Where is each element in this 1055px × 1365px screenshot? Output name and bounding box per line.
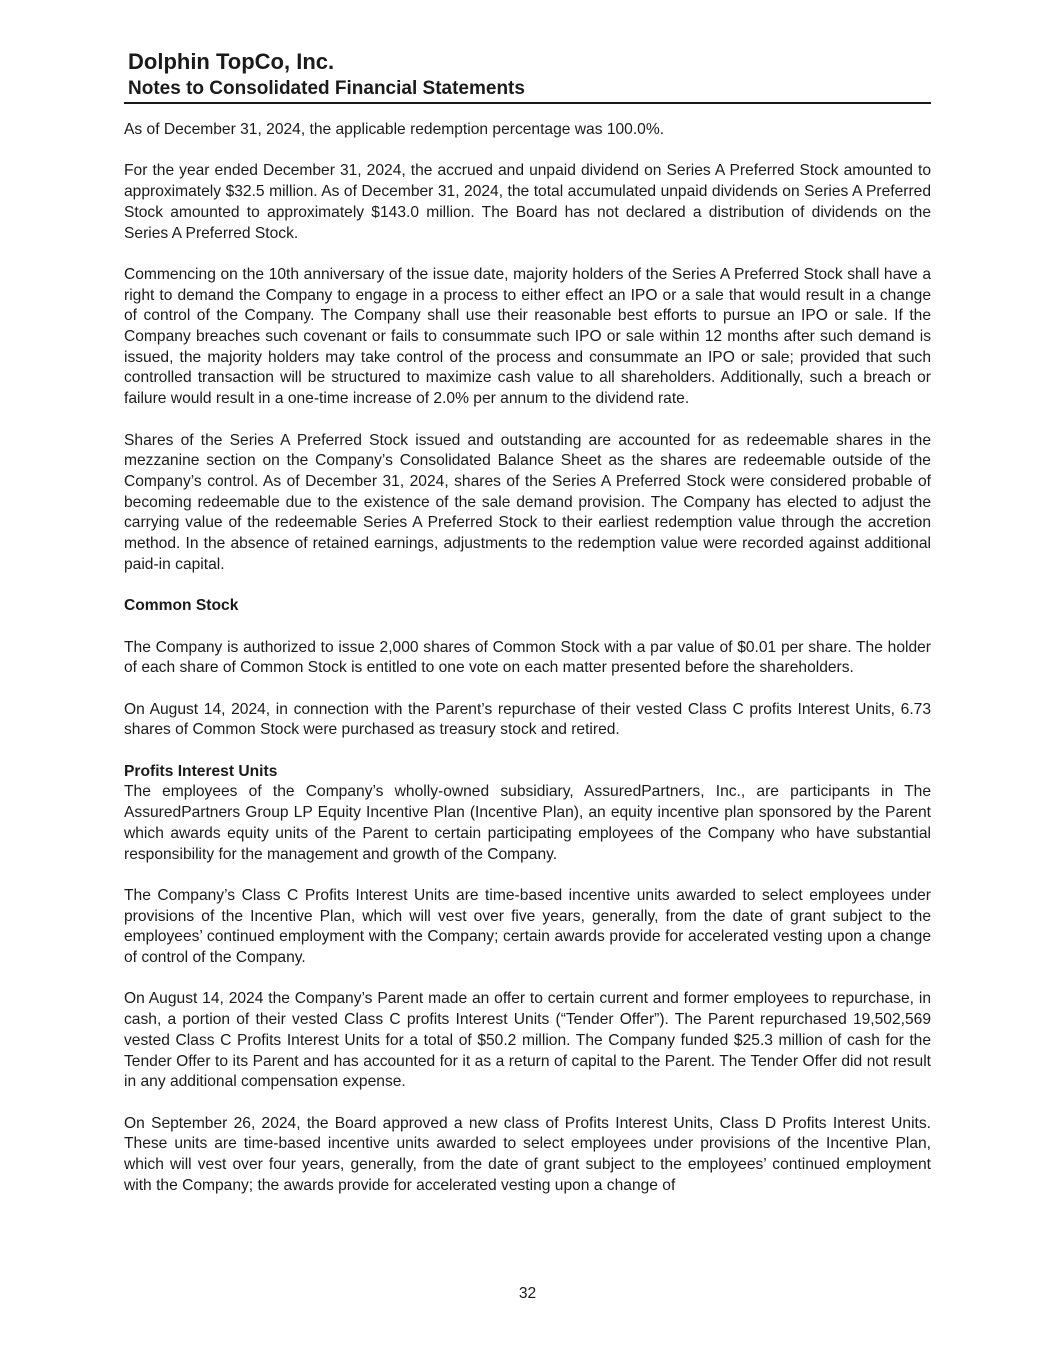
paragraph-mezzanine-accounting: Shares of the Series A Preferred Stock issued and outstanding are accounted for as redeemable shares in the mezzanine section on the Company’s Consolidated Balance Sheet as the shares are redeemable outside of the Company’s control. As of December 31, 2024, shares of the Series A Preferred Stock were considered probable of becoming redeemable due to the existence of the sale demand provision. The Company has elected to adjust the carrying value of the redeemable Series A Preferred Stock to their earliest redemption value through the accretion method. In the absence of retained earnings, adjustments to the redemption value were recorded against additional paid-in capital.: [124, 431, 931, 573]
paragraph-class-d-units: On September 26, 2024, the Board approved a new class of Profits Interest Units, Class D Profits Interest Units. These units are time-based incentive units awarded to select employees under provisions of the Incentive Plan, which will vest over four years, generally, from the date of grant subject to the employees’ continued employment with the Company; the awards provide for accelerated vesting upon a change of: [124, 1114, 931, 1194]
paragraph-redemption-percentage: As of December 31, 2024, the applicable redemption percentage was 100.0%.: [124, 121, 665, 138]
document-header: [124, 48, 931, 104]
section-heading-profits-interest-units: Profits Interest Units: [124, 762, 278, 780]
paragraph-accrued-dividend: For the year ended December 31, 2024, the accrued and unpaid dividend on Series A Preferred Stock amounted to approximately $32.5 million. As of December 31, 2024, the total accumulated unpaid dividends on Series A Preferred Stock amounted to approximately $143.0 million. The Board has not declared a distribution of dividends on the Series A Preferred Stock.: [124, 162, 931, 242]
company-name: Dolphin TopCo, Inc.: [128, 49, 335, 74]
paragraph-sale-demand: Commencing on the 10th anniversary of the issue date, majority holders of the Series A Preferred Stock shall have a right to demand the Company to engage in a process to either effect an IPO or a sale that would result in a change of control of the Company. The Company shall use their reasonable best efforts to pursue an IPO or sale. If the Company breaches such covenant or fails to consummate such IPO or sale within 12 months after such demand is issued, the majority holders may take control of the process and consummate an IPO or sale; provided that such controlled transaction will be structured to maximize cash value to all shareholders. Additionally, such a breach or failure would result in a one-time increase of 2.0% per annum to the dividend rate.: [124, 265, 931, 408]
section-heading-common-stock: Common Stock: [124, 597, 239, 615]
paragraph-class-c-units: The Company’s Class C Profits Interest Units are time-based incentive units awarded to select employees under provisions of the Incentive Plan, which will vest over five years, generally, from the date of grant subject to the employees’ continued employment with the Company; certain awards provide for accelerated vesting upon a change of control of the Company.: [124, 886, 931, 966]
paragraph-incentive-plan: The employees of the Company’s wholly-owned subsidiary, AssuredPartners, Inc., are participants in The AssuredPartners Group LP Equity Incentive Plan (Incentive Plan), an equity incentive plan sponsored by the Parent which awards equity units of the Parent to certain participating employees of the Company who have substantial responsibility for the management and growth of the Company.: [124, 783, 931, 863]
paragraph-common-stock-authorized: The Company is authorized to issue 2,000 shares of Common Stock with a par value of $0.01 per share. The holder of each share of Common Stock is entitled to one vote on each matter presented before the shareholders.: [124, 638, 931, 677]
paragraph-treasury-stock: On August 14, 2024, in connection with the Parent’s repurchase of their vested Class C profits Interest Units, 6.73 shares of Common Stock were purchased as treasury stock and retired.: [124, 700, 931, 739]
paragraph-tender-offer: On August 14, 2024 the Company’s Parent made an offer to certain current and former employees to repurchase, in cash, a portion of their vested Class C profits Interest Units (“Tender Offer”). The Parent repurchased 19,502,569 vested Class C Profits Interest Units for a total of $50.2 million. The Company funded $25.3 million of cash for the Tender Offer to its Parent and has accounted for it as a return of capital to the Parent. The Tender Offer did not result in any additional compensation expense.: [124, 990, 931, 1091]
document-body: [124, 120, 931, 1196]
document-subtitle: Notes to Consolidated Financial Statements: [128, 78, 525, 99]
page-number: 32: [518, 1285, 537, 1302]
document-page: [124, 48, 931, 1217]
